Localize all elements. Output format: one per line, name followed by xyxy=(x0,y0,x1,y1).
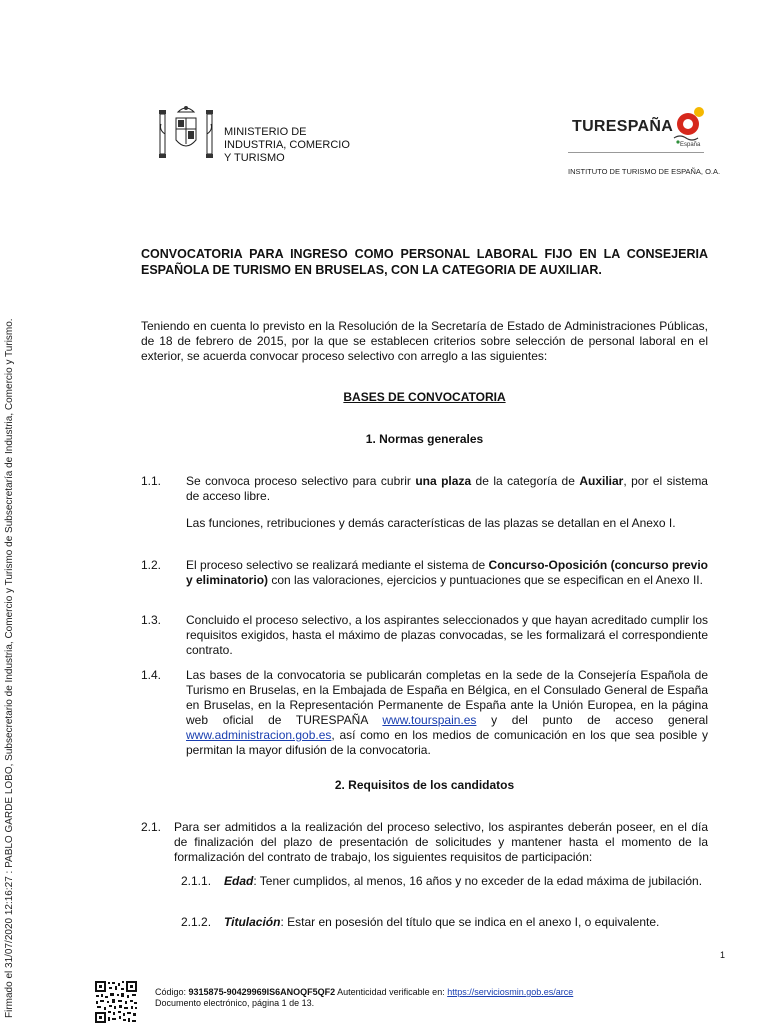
turespana-spain-text: España xyxy=(680,142,701,148)
verification-code: 9315875-90429969IS6ANOQF5QF2 xyxy=(188,987,336,997)
document-title: CONVOCATORIA PARA INGRESO COMO PERSONAL LABORAL FIJO EN LA CONSEJERIA ESPAÑOLA DE TURISMO EN BRUSELAS, CON LA CATEGORIA DE AUXILIAR. xyxy=(141,247,708,277)
section-1-heading: 1. Normas generales xyxy=(365,432,484,446)
clause-2-1-1 xyxy=(181,874,708,904)
clause-number: 1.2. xyxy=(141,558,162,572)
clause-number: 1.3. xyxy=(141,613,162,627)
clause-number: 2.1.1. xyxy=(181,874,212,888)
clause-text: Concluido el proceso selectivo, a los aspirantes seleccionados y que hayan acreditado cumplir los requisitos exigidos, hasta el máximo de plazas convocadas, se les formalizará el correspondiente contrato. xyxy=(186,613,708,657)
header-divider xyxy=(568,152,704,153)
section-2-heading: 2. Requisitos de los candidatos xyxy=(334,778,515,792)
page-number: 1 xyxy=(720,950,726,960)
clause-text: El proceso selectivo se realizará mediante el sistema de Concurso-Oposición (concurso previo y eliminatorio) con las valoraciones, ejercicios y puntuaciones que se especifican en el Anexo II. xyxy=(186,558,708,587)
turespana-logo-text: TURESPAÑA xyxy=(572,118,674,135)
ministry-name xyxy=(224,126,384,165)
spain-coat-of-arms-icon xyxy=(156,104,216,162)
verification-link[interactable]: https://serviciosmin.gob.es/arce xyxy=(447,987,574,997)
bases-heading: BASES DE CONVOCATORIA xyxy=(343,390,506,404)
ministry-name-line: Y TURISMO xyxy=(224,152,285,164)
qr-code-icon xyxy=(94,980,138,1024)
document-page-info: Documento electrónico, página 1 de 13. xyxy=(155,998,315,1008)
clause-text: Las bases de la convocatoria se publicarán completas en la sede de la Consejería Española de Turismo en Bruselas, en la Embajada de España en Bélgica, en el Consulado General de España en Bruselas, en la Representación Permanente de España ante la Unión Europea, en la página web oficial de TURESPAÑA www.tourspain.es y del punto de acceso general www.administracion.gob.es, así como en los medios de comunicación en los que sea posible y permitan la mayor difusión de la convocatoria. xyxy=(186,668,708,757)
clause-text: Para ser admitidos a la realización del proceso selectivo, los aspirantes deberán poseer, en el día de finalización del plazo de presentación de solicitudes y mantener hasta el momento de la formalización del contrato de trabajo, los siguientes requisitos de participación: xyxy=(174,820,708,864)
ministry-name-line: MINISTERIO DE xyxy=(224,126,307,138)
verification-line: Código: 9315875-90429969IS6ANOQF5QF2 Autenticidad verificable en: https://serviciosmin.gob.es/arce xyxy=(155,987,574,997)
clause-text: Las funciones, retribuciones y demás características de las plazas se detallan en el Anexo I. xyxy=(186,516,676,530)
instituto-name: INSTITUTO DE TURISMO DE ESPAÑA, O.A. xyxy=(568,167,721,176)
tourspain-link[interactable]: www.tourspain.es xyxy=(382,713,477,727)
clause-1-1 xyxy=(141,474,708,504)
clause-2-1-2 xyxy=(181,915,708,930)
clause-1-3 xyxy=(141,613,708,658)
clause-number: 1.4. xyxy=(141,668,162,682)
clause-text: Titulación: Estar en posesión del título que se indica en el anexo I, o equivalente. xyxy=(224,915,660,929)
clause-1-4 xyxy=(141,668,708,758)
clause-2-1 xyxy=(141,820,708,865)
signature-side-text: Firmado el 31/07/2020 12:16:27 : PABLO GARDE LOBO, Subsecretario de Industria, Comercio y Turismo de Subsecretaría de Industria, Comercio y Turismo. xyxy=(4,318,15,1018)
clause-text: Se convoca proceso selectivo para cubrir una plaza de la categoría de Auxiliar, por el sistema de acceso libre. xyxy=(186,474,708,503)
clause-1-2 xyxy=(141,558,708,603)
ministry-name-line: INDUSTRIA, COMERCIO xyxy=(224,139,350,151)
clause-1-1-continuation xyxy=(141,516,708,546)
administracion-link[interactable]: www.administracion.gob.es xyxy=(186,728,332,742)
turespana-sun-logo-icon xyxy=(666,104,712,148)
intro-paragraph: Teniendo en cuenta lo previsto en la Resolución de la Secretaría de Estado de Administraciones Públicas, de 18 de febrero de 2015, por la que se establecen criterios sobre selección de personal laboral en el exterior, se acuerda convocar proceso selectivo con arreglo a las siguientes: xyxy=(141,319,708,363)
clause-number: 1.1. xyxy=(141,474,162,488)
clause-text: Edad: Tener cumplidos, al menos, 16 años y no exceder de la edad máxima de jubilación. xyxy=(224,874,703,888)
footer xyxy=(155,987,715,1009)
clause-number: 2.1. xyxy=(141,820,162,834)
clause-number: 2.1.2. xyxy=(181,915,212,929)
